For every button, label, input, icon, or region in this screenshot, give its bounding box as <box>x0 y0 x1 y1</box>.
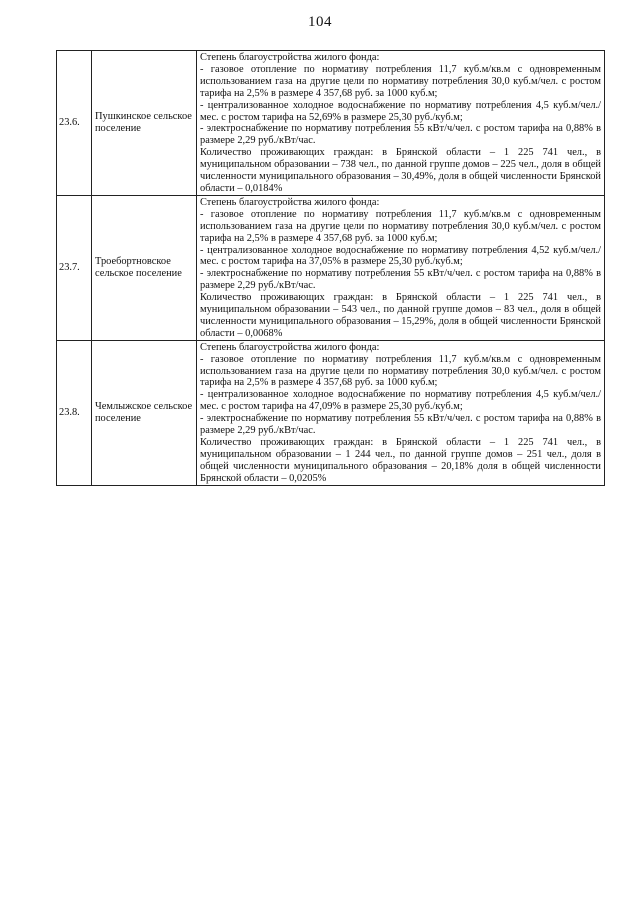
cold-water-item: - централизованное холодное водоснабжение по нормативу потребления 4,52 куб.м/чел./мес. с ростом тарифа на 37,05% в размере 25,30 руб./куб.м; <box>200 244 601 268</box>
section-heading: Степень благоустройства жилого фонда: <box>200 196 380 208</box>
gas-heating-item: - газовое отопление по нормативу потребления 11,7 куб.м/кв.м с одновременным использованием газа на другие цели по нормативу потребления 30,0 куб.м/чел. с ростом тарифа на 2,5% в размере 4 357,68 руб. за 1000 куб.м; <box>200 63 601 99</box>
cold-water-item: - централизованное холодное водоснабжение по нормативу потребления 4,5 куб.м/чел./мес. с ростом тарифа на 47,09% в размере 25,30 руб./куб.м; <box>200 389 601 413</box>
description-cell <box>197 340 605 485</box>
cold-water-item: - централизованное холодное водоснабжение по нормативу потребления 4,5 куб.м/чел./мес. с ростом тарифа на 52,69% в размере 25,30 руб./куб.м; <box>200 99 601 123</box>
table-row <box>57 340 605 485</box>
electricity-item: - электроснабжение по нормативу потребления 55 кВт/ч/чел. с ростом тарифа на 0,88% в размере 2,29 руб./кВт/час. <box>200 413 601 437</box>
electricity-item: - электроснабжение по нормативу потребления 55 кВт/ч/чел. с ростом тарифа на 0,88% в размере 2,29 руб./кВт/час. <box>200 268 601 292</box>
settlement-name: Троебортновское сельское поселение <box>92 195 197 340</box>
page-number: 104 <box>308 14 332 30</box>
electricity-item: - электроснабжение по нормативу потребления 55 кВт/ч/чел. с ростом тарифа на 0,88% в размере 2,29 руб./кВт/час. <box>200 123 601 147</box>
settlement-name: Чемлыжское сельское поселение <box>92 340 197 485</box>
section-heading: Степень благоустройства жилого фонда: <box>200 341 380 353</box>
section-heading: Степень благоустройства жилого фонда: <box>200 52 380 63</box>
gas-heating-item: - газовое отопление по нормативу потребления 11,7 куб.м/кв.м с одновременным использованием газа на другие цели по нормативу потребления 30,0 куб.м/чел. с ростом тарифа на 2,5% в размере 4 357,68 руб. за 1000 куб.м; <box>200 353 601 389</box>
row-number: 23.6. <box>57 51 92 196</box>
description-cell <box>197 51 605 196</box>
description-cell <box>197 195 605 340</box>
population-text: Количество проживающих граждан: в Брянской области – 1 225 741 чел., в муниципальном образовании – 738 чел., по данной группе домов – 225 чел., доля в общей численности муниципального образования – 30,49%, доля в общей численности Брянской области – 0,0184% <box>200 147 601 194</box>
gas-heating-item: - газовое отопление по нормативу потребления 11,7 куб.м/кв.м с одновременным использованием газа на другие цели по нормативу потребления 30,0 куб.м/чел. с ростом тарифа на 2,5% в размере 4 357,68 руб. за 1000 куб.м; <box>200 208 601 244</box>
row-number: 23.8. <box>57 340 92 485</box>
population-text: Количество проживающих граждан: в Брянской области – 1 225 741 чел., в муниципальном образовании – 1 244 чел., по данной группе домов – 251 чел., доля в общей численности муниципального образования – 20,18% доля в общей численности Брянской области – 0,0205% <box>200 437 601 484</box>
table-row <box>57 51 605 196</box>
row-number: 23.7. <box>57 195 92 340</box>
population-text: Количество проживающих граждан: в Брянской области – 1 225 741 чел., в муниципальном образовании – 543 чел., по данной группе домов – 83 чел., доля в общей численности муниципального образования – 15,29%, доля в общей численности Брянской области – 0,0068% <box>200 292 601 339</box>
settlements-table <box>56 50 605 486</box>
settlement-name: Пушкинское сельское поселение <box>92 51 197 196</box>
table-row <box>57 195 605 340</box>
